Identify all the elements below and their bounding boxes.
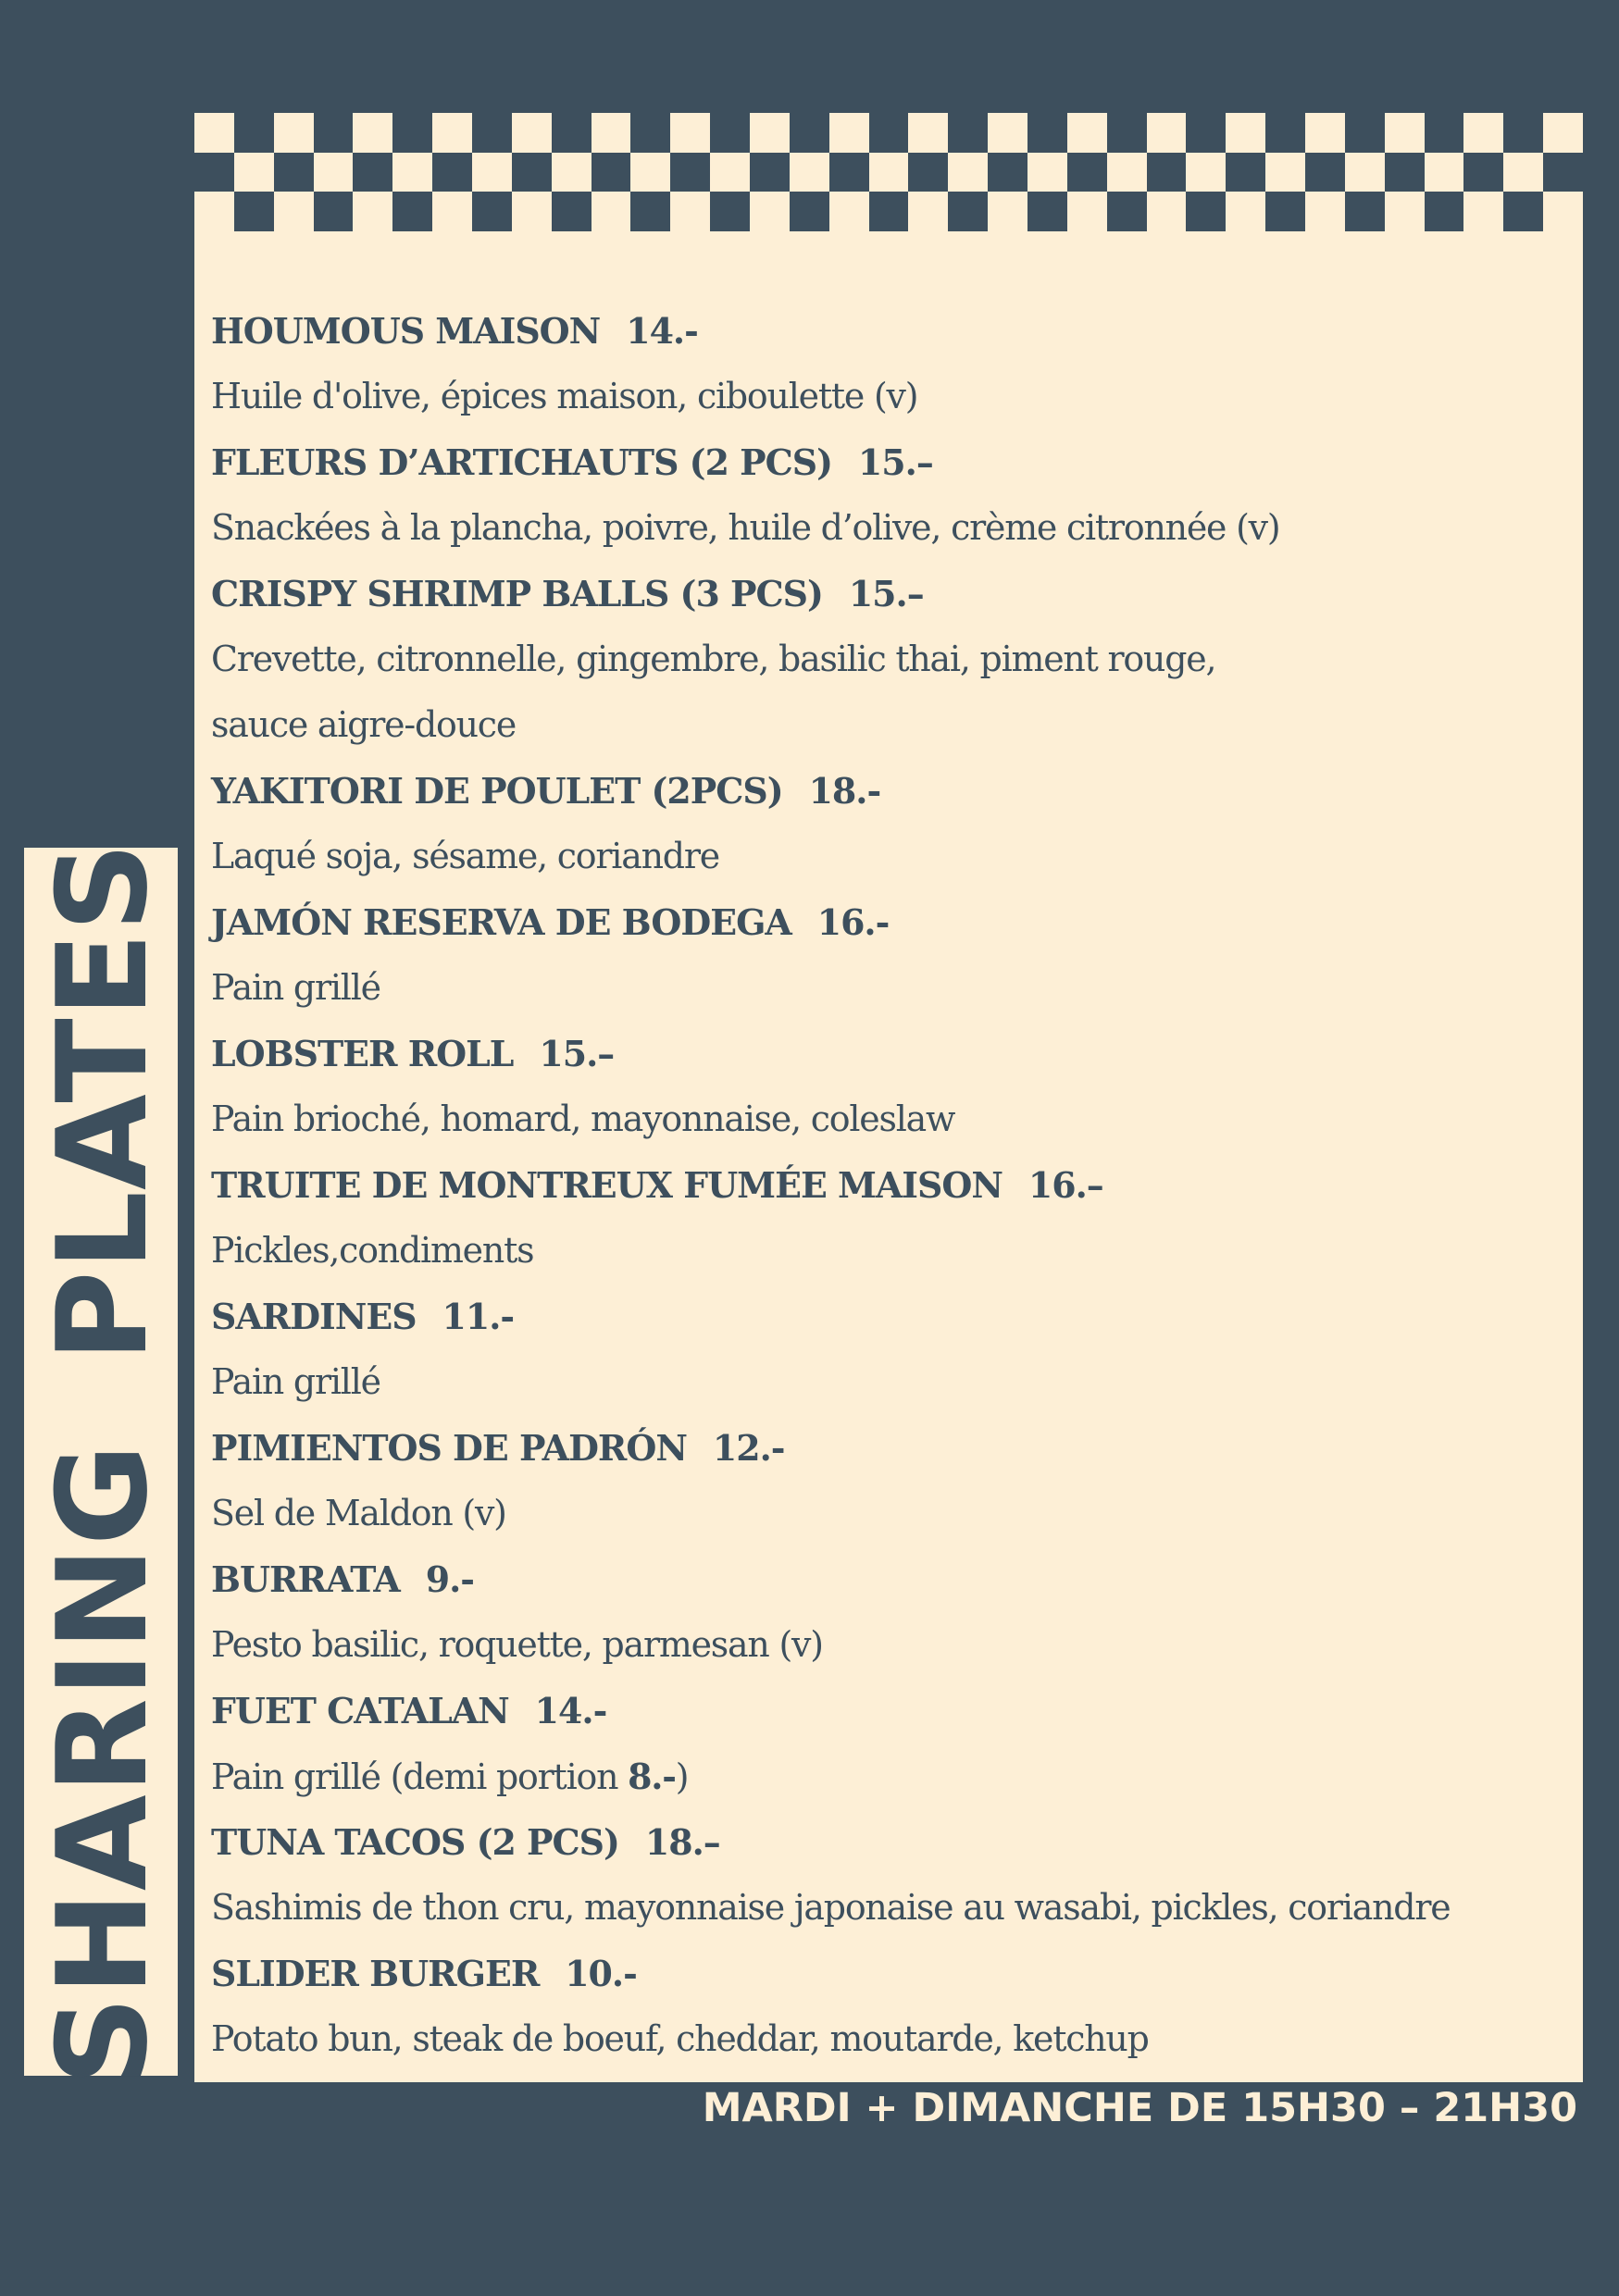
checker-square <box>392 113 432 153</box>
checker-square <box>432 153 472 192</box>
description-text: Potato bun, steak de boeuf, cheddar, moutarde, ketchup <box>211 2018 1149 2059</box>
menu-item-price: 10.- <box>565 1953 637 1994</box>
checker-square <box>314 192 354 231</box>
menu-item-description <box>211 1086 1572 1152</box>
checker-square <box>234 153 274 192</box>
checker-square <box>1186 153 1226 192</box>
menu-item-title <box>211 1546 1572 1612</box>
checker-square <box>234 192 274 231</box>
checker-square <box>1265 113 1305 153</box>
checker-square <box>710 153 750 192</box>
checker-square <box>710 113 750 153</box>
checker-square <box>194 113 234 153</box>
menu-item-description <box>211 627 1572 692</box>
menu-item <box>211 758 1576 889</box>
checker-square <box>1503 153 1543 192</box>
checker-square <box>1385 153 1425 192</box>
menu-item-name: YAKITORI DE POULET (2PCS) <box>211 770 783 812</box>
checker-square <box>750 192 790 231</box>
checker-square <box>194 153 234 192</box>
menu-item-name: CRISPY SHRIMP BALLS (3 PCS) <box>211 573 823 614</box>
checker-square <box>630 153 670 192</box>
menu-item-description <box>211 495 1572 561</box>
menu-item-name: LOBSTER ROLL <box>211 1033 514 1074</box>
menu-item-name: JAMÓN RESERVA DE BODEGA <box>211 901 791 943</box>
checker-square <box>1345 192 1385 231</box>
checker-square <box>1345 113 1385 153</box>
menu-item <box>211 298 1576 429</box>
checker-square <box>1226 153 1265 192</box>
menu-list <box>211 298 1576 2072</box>
checker-square <box>1107 113 1147 153</box>
menu-item-description <box>211 955 1572 1021</box>
checker-square <box>1147 192 1187 231</box>
menu-item-title <box>211 889 1572 955</box>
checker-square <box>948 192 988 231</box>
menu-item-title <box>211 1809 1572 1875</box>
checker-square <box>1027 153 1067 192</box>
description-text: Pesto basilic, roquette, parmesan (v) <box>211 1624 823 1665</box>
checker-square <box>353 153 392 192</box>
checker-square <box>552 192 592 231</box>
menu-item-price: 15.– <box>539 1033 615 1074</box>
menu-item-price: 16.– <box>1027 1164 1103 1206</box>
menu-item <box>211 429 1576 561</box>
checkerboard-border <box>194 113 1583 231</box>
checker-square <box>869 113 909 153</box>
checker-square <box>512 153 552 192</box>
checker-square <box>1067 153 1107 192</box>
checker-square <box>988 153 1027 192</box>
checker-square <box>1543 192 1583 231</box>
checker-square <box>1425 113 1464 153</box>
checker-square <box>234 113 274 153</box>
description-text: Pain grillé (demi portion <box>211 1756 629 1797</box>
menu-item-name: FUET CATALAN <box>211 1690 509 1731</box>
description-text: Laqué soja, sésame, coriandre <box>211 836 719 876</box>
checker-square <box>472 192 512 231</box>
checker-square <box>1186 192 1226 231</box>
description-text: Pickles,condiments <box>211 1230 534 1271</box>
menu-item <box>211 1284 1576 1415</box>
checker-square <box>1385 192 1425 231</box>
checker-square <box>512 192 552 231</box>
checker-square <box>630 192 670 231</box>
checker-square <box>1385 113 1425 153</box>
checker-square <box>353 192 392 231</box>
menu-item-price: 16.- <box>816 901 890 943</box>
menu-item-price: 14.- <box>626 310 698 352</box>
checker-square <box>1425 153 1464 192</box>
description-text: Sashimis de thon cru, mayonnaise japonaise au wasabi, pickles, coriandre <box>211 1887 1451 1928</box>
description-text: Pain brioché, homard, mayonnaise, coleslaw <box>211 1098 955 1139</box>
checker-square <box>314 153 354 192</box>
checker-square <box>274 113 314 153</box>
menu-item-description <box>211 1612 1572 1678</box>
checker-square <box>790 192 829 231</box>
checker-square <box>1107 153 1147 192</box>
menu-item-name: SLIDER BURGER <box>211 1953 540 1994</box>
menu-item-name: SARDINES <box>211 1296 417 1337</box>
checker-square <box>432 113 472 153</box>
menu-item <box>211 1546 1576 1678</box>
checker-square <box>592 113 631 153</box>
checker-square <box>829 113 869 153</box>
checker-square <box>948 153 988 192</box>
checker-square <box>1027 192 1067 231</box>
checker-square <box>1305 192 1345 231</box>
menu-item-title <box>211 1284 1572 1349</box>
menu-item-price: 18.- <box>808 770 881 812</box>
checker-square <box>908 113 948 153</box>
menu-item-price: 15.– <box>848 573 924 614</box>
checker-square <box>1345 153 1385 192</box>
menu-item-title <box>211 1941 1572 2006</box>
checker-square <box>392 192 432 231</box>
menu-item-price: 14.- <box>534 1690 607 1731</box>
checker-square <box>314 113 354 153</box>
checker-square <box>1147 113 1187 153</box>
description-suffix: ) <box>675 1756 689 1797</box>
checker-square <box>670 113 710 153</box>
checker-square <box>353 113 392 153</box>
checker-square <box>1067 113 1107 153</box>
checker-square <box>988 113 1027 153</box>
checker-square <box>750 153 790 192</box>
menu-item-description <box>211 1481 1572 1546</box>
menu-item-description <box>211 1744 1572 1809</box>
checker-square <box>1226 192 1265 231</box>
checker-square <box>552 113 592 153</box>
menu-item-price: 18.– <box>644 1821 720 1863</box>
checker-square <box>1463 153 1503 192</box>
checker-square <box>432 192 472 231</box>
menu-item <box>211 1809 1576 1941</box>
menu-item-title <box>211 561 1572 627</box>
checker-square <box>1463 192 1503 231</box>
checker-square <box>1503 113 1543 153</box>
checker-square <box>552 153 592 192</box>
menu-item-price: 15.– <box>857 441 933 483</box>
checker-square <box>908 153 948 192</box>
opening-hours: MARDI + DIMANCHE DE 15H30 – 21H30 <box>702 2085 1577 2131</box>
description-text: Crevette, citronnelle, gingembre, basilic thai, piment rouge, <box>211 639 1216 679</box>
menu-item-price: 9.- <box>425 1558 475 1600</box>
menu-item-title <box>211 758 1572 824</box>
checker-square <box>908 192 948 231</box>
description-text: Huile d'olive, épices maison, ciboulette (v) <box>211 376 918 416</box>
checker-square <box>1543 113 1583 153</box>
checker-square <box>274 192 314 231</box>
menu-item <box>211 1021 1576 1152</box>
checker-square <box>869 192 909 231</box>
checker-square <box>1027 113 1067 153</box>
menu-item-name: TRUITE DE MONTREUX FUMÉE MAISON <box>211 1164 1003 1206</box>
description-text: Sel de Maldon (v) <box>211 1493 506 1533</box>
description-text: sauce aigre-douce <box>211 704 517 745</box>
checker-square <box>274 153 314 192</box>
description-text: Snackées à la plancha, poivre, huile d’olive, crème citronnée (v) <box>211 507 1280 548</box>
menu-item-title <box>211 429 1572 495</box>
menu-item-name: HOUMOUS MAISON <box>211 310 601 352</box>
checker-square <box>194 192 234 231</box>
menu-item <box>211 1152 1576 1284</box>
menu-item-name: BURRATA <box>211 1558 400 1600</box>
menu-item <box>211 1415 1576 1546</box>
menu-item-description <box>211 1218 1572 1284</box>
checker-square <box>750 113 790 153</box>
description-text: Pain grillé <box>211 967 380 1008</box>
menu-item-title <box>211 1152 1572 1218</box>
half-portion-price: 8.- <box>628 1756 676 1797</box>
checker-square <box>630 113 670 153</box>
checker-square <box>1226 113 1265 153</box>
checker-square <box>1147 153 1187 192</box>
menu-item <box>211 889 1576 1021</box>
menu-item-description <box>211 1349 1572 1415</box>
menu-item-name: PIMIENTOS DE PADRÓN <box>211 1427 688 1469</box>
checker-square <box>1503 192 1543 231</box>
menu-item <box>211 561 1576 758</box>
menu-item-description <box>211 824 1572 889</box>
checker-square <box>592 192 631 231</box>
description-text: Pain grillé <box>211 1361 380 1402</box>
checker-square <box>1067 192 1107 231</box>
menu-item <box>211 1678 1576 1809</box>
checker-square <box>1265 153 1305 192</box>
menu-item-price: 11.- <box>442 1296 515 1337</box>
menu-item-description <box>211 2006 1572 2072</box>
checker-square <box>948 113 988 153</box>
checker-square <box>790 113 829 153</box>
checker-square <box>1107 192 1147 231</box>
menu-item-name: FLEURS D’ARTICHAUTS (2 PCS) <box>211 441 833 483</box>
checker-square <box>829 192 869 231</box>
checker-square <box>472 153 512 192</box>
checker-square <box>1543 153 1583 192</box>
menu-item-description <box>211 692 1572 758</box>
checker-square <box>670 153 710 192</box>
checker-square <box>1265 192 1305 231</box>
menu-item-description <box>211 1875 1572 1941</box>
section-heading: SHARING PLATES <box>31 841 175 2086</box>
checker-square <box>392 153 432 192</box>
checker-square <box>829 153 869 192</box>
checker-square <box>1186 113 1226 153</box>
checker-square <box>988 192 1027 231</box>
menu-item-price: 12.- <box>712 1427 785 1469</box>
checker-square <box>869 153 909 192</box>
checker-square <box>670 192 710 231</box>
checker-square <box>1305 113 1345 153</box>
checker-square <box>1463 113 1503 153</box>
checker-square <box>512 113 552 153</box>
menu-item-title <box>211 298 1572 364</box>
menu-item-name: TUNA TACOS (2 PCS) <box>211 1821 619 1863</box>
checker-square <box>710 192 750 231</box>
menu-item <box>211 1941 1576 2072</box>
menu-item-title <box>211 1021 1572 1086</box>
checker-square <box>1305 153 1345 192</box>
menu-item-description <box>211 364 1572 429</box>
checker-square <box>1425 192 1464 231</box>
checker-square <box>472 113 512 153</box>
checker-square <box>790 153 829 192</box>
checker-square <box>592 153 631 192</box>
menu-item-title <box>211 1678 1572 1744</box>
menu-item-title <box>211 1415 1572 1481</box>
